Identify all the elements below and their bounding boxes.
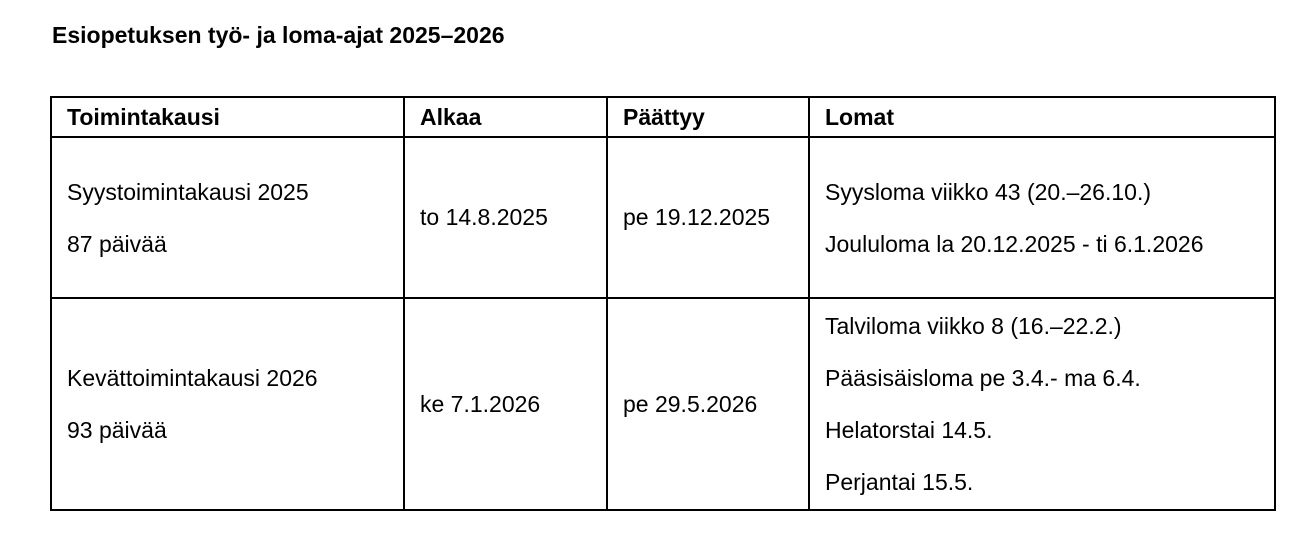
- cell-period: [51, 137, 404, 298]
- holiday-item: Perjantai 15.5.: [825, 469, 974, 495]
- schedule-table: [50, 96, 1276, 511]
- cell-holidays: [809, 137, 1275, 298]
- cell-period: [51, 298, 404, 510]
- cell-start: ke 7.1.2026: [404, 298, 607, 510]
- period-days: 93 päivää: [67, 417, 167, 443]
- table-header-row: [51, 97, 1275, 137]
- cell-start: to 14.8.2025: [404, 137, 607, 298]
- period-name: Kevättoimintakausi 2026: [67, 365, 318, 391]
- period-name: Syystoimintakausi 2025: [67, 178, 309, 205]
- period-days: 87 päivää: [67, 230, 167, 257]
- cell-end: pe 29.5.2026: [607, 298, 809, 510]
- header-holidays: Lomat: [809, 97, 1275, 137]
- table-row-autumn: [51, 137, 1275, 298]
- header-end: Päättyy: [607, 97, 809, 137]
- holiday-item: Syysloma viikko 43 (20.–26.10.): [825, 178, 1151, 205]
- cell-holidays: [809, 298, 1275, 510]
- holiday-item: Pääsisäisloma pe 3.4.- ma 6.4.: [825, 365, 1141, 391]
- holiday-item: Talviloma viikko 8 (16.–22.2.): [825, 313, 1122, 339]
- holiday-item: Helatorstai 14.5.: [825, 417, 993, 443]
- header-start: Alkaa: [404, 97, 607, 137]
- holiday-item: Joululoma la 20.12.2025 - ti 6.1.2026: [825, 230, 1204, 257]
- cell-end: pe 19.12.2025: [607, 137, 809, 298]
- table-row-spring: [51, 298, 1275, 510]
- header-period: Toimintakausi: [51, 97, 404, 137]
- document-title: Esiopetuksen työ- ja loma-ajat 2025–2026: [52, 22, 505, 48]
